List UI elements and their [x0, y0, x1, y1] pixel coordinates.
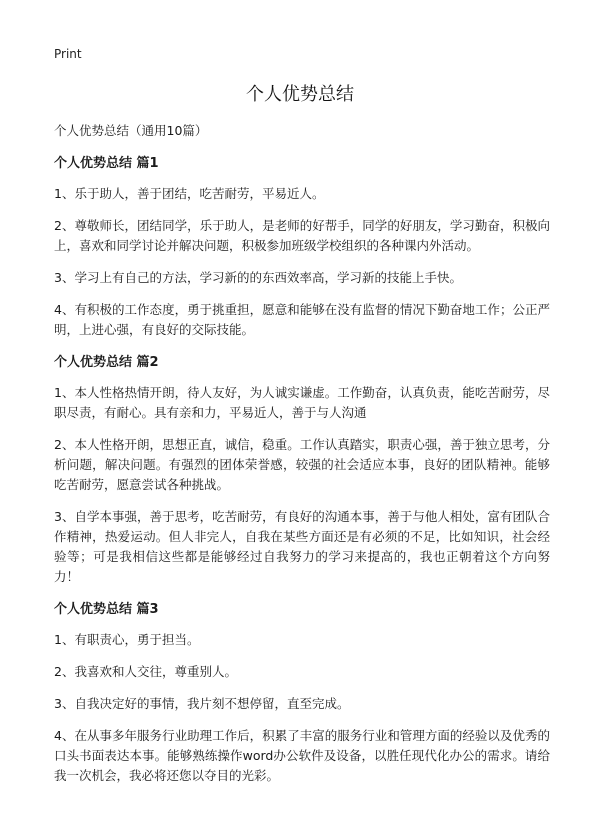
paragraph: 1、乐于助人，善于团结，吃苦耐劳，平易近人。 [54, 186, 325, 201]
section-2 [54, 354, 550, 587]
paragraph: 1、有职责心，勇于担当。 [54, 632, 200, 647]
document-title: 个人优势总结 [246, 84, 354, 105]
paragraph: 2、本人性格开朗，思想正直，诚信，稳重。工作认真踏实，职责心强，善于独立思考，分析问题，解决问题。有强烈的团体荣誉感，较强的社会适应本事，良好的团队精神。能够吃苦耐劳，愿意尝试各种挑战。 [54, 437, 550, 492]
paragraph: 1、本人性格热情开朗，待人友好，为人诚实谦虚。工作勤奋，认真负责，能吃苦耐劳，尽职尽责，有耐心。具有亲和力，平易近人，善于与人沟通 [54, 385, 550, 420]
paragraph: 3、自学本事强，善于思考，吃苦耐劳，有良好的沟通本事，善于与他人相处，富有团队合作精神，热爱运动。但人非完人，自我在某些方面还是有必须的不足，比如知识，社会经验等；可是我相信这些都是能够经过自我努力的学习来提高的，我也正朝着这个方向努力！ [54, 509, 550, 584]
paragraph: 4、在从事多年服务行业助理工作后，积累了丰富的服务行业和管理方面的经验以及优秀的口头书面表达本事。能够熟练操作word办公软件及设备，以胜任现代化办公的需求。请给我一次机会，我必将还您以夺目的光彩。 [54, 728, 550, 783]
paragraph: 2、尊敬师长，团结同学，乐于助人，是老师的好帮手，同学的好朋友，学习勤奋，积极向上，喜欢和同学讨论并解决问题，积极参加班级学校组织的各种课内外活动。 [54, 218, 550, 253]
section-1 [54, 155, 550, 340]
section-heading: 个人优势总结 篇1 [54, 156, 159, 171]
print-label: Print [54, 47, 82, 61]
section-heading: 个人优势总结 篇2 [54, 355, 159, 370]
paragraph: 2、我喜欢和人交往，尊重别人。 [54, 664, 237, 679]
document-body [54, 122, 550, 800]
paragraph: 3、学习上有自己的方法，学习新的的东西效率高，学习新的技能上手快。 [54, 270, 462, 285]
section-heading: 个人优势总结 篇3 [54, 602, 159, 617]
section-3 [54, 601, 550, 786]
document-subtitle: 个人优势总结（通用10篇） [54, 123, 208, 138]
paragraph: 3、自我决定好的事情，我片刻不想停留，直至完成。 [54, 696, 350, 711]
paragraph: 4、有积极的工作态度，勇于挑重担，愿意和能够在没有监督的情况下勤奋地工作；公正严明，上进心强，有良好的交际技能。 [54, 302, 550, 337]
